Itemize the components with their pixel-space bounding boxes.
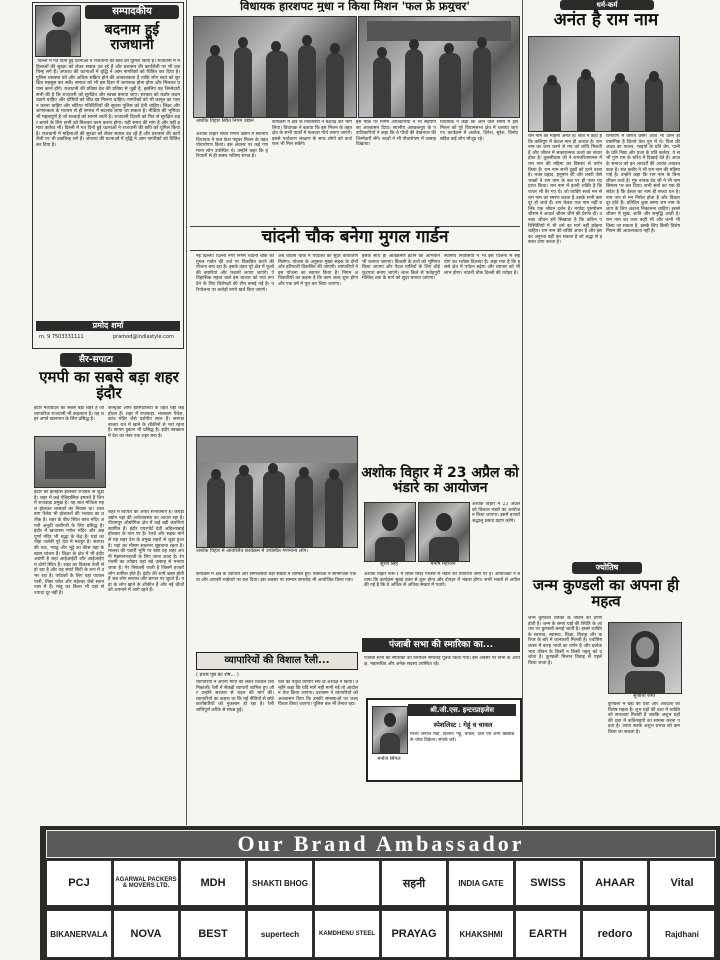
brand-logo: SWISS bbox=[515, 860, 581, 906]
center-photo-caption: अशोक विहार में आयोजित कार्यक्रम में उपस्थित गणमान्य लोग। bbox=[196, 548, 309, 554]
jyotish-col2: कुण्डली में ग्रहों की दशा और अंतर्दशा का विशेष महत्व है। शुभ ग्रहों की दशा में व्यक्ति को सफलता मिलती है जबकि अशुभ ग्रहों की दशा में कठिनाइयों का सामना करना पड़ता है। उपाय करके अशुभ प्रभाव को कम किया जा सकता है। bbox=[608, 702, 680, 735]
editorial-author: प्रमोद शर्मा bbox=[36, 321, 180, 331]
brand-logo: सहनी bbox=[381, 860, 447, 906]
ad-title: श्री.जी.एस. इन्टरप्राइजेस bbox=[408, 704, 516, 716]
city-section-tab: सैर-सपाटा bbox=[60, 353, 132, 367]
jyotish-headline: जन्म कुण्डली का अपना ही महत्व bbox=[533, 576, 679, 610]
brand-logo: MDH bbox=[180, 860, 246, 906]
center-story-col4: स्थानीय निवासियों ने भी इस योजना में सहयोग का भरोसा दिलाया है। कहा गया है कि इससे क्षेत्र में पर्यटन बढ़ेगा और व्यापार को भी लाभ होगा। चांदनी चौक दिल्ली की धरोहर है। bbox=[444, 254, 520, 276]
dharm-tab: धर्म-कर्म bbox=[560, 0, 654, 10]
bhandara-body: अशोक विहार फेस-1 में स्थित मंदिर परिसर में भंडारे की तैयारियां जोरों पर हैं। आयोजकों ने बताया कि कार्यक्रम सुबह हवन से शुरू होगा और दोपहर में भंडारा होगा। सभी भक्तों से अपील की गई है कि वे अधिक से अधिक संख्या में पधारें। bbox=[364, 572, 520, 589]
smarika-headline: पंजाबी सभा की स्मारिका का... bbox=[362, 638, 520, 652]
column-divider bbox=[522, 0, 523, 825]
jyotish-tab: ज्योतिष bbox=[572, 562, 642, 574]
editor-photo bbox=[35, 5, 81, 57]
city-body-col2: शहर में व्यापार की अपार संभावनाएं हैं। कपड़ा उद्योग यहां की अर्थव्यवस्था का आधार रहा है। पीथमपुर औद्योगिक क्षेत्र में कई बड़ी कंपनियां स्थापित हैं। इंदौर एयरपोर्ट देवी अहिल्याबाई होलकर के नाम पर है। रेलवे और सड़क मार्ग से यह शहर देश के प्रमुख शहरों से जुड़ा हुआ है। यहां का मौसम सालभर सुहावना रहता है। मालवा की पठारी भूमि पर बसा यह शहर अपनी मेहमाननवाजी के लिए जाना जाता है। रंगपंचमी का त्योहार यहां बड़े उत्साह से मनाया जाता है। गेर निकाली जाती है जिसमें हजारों लोग शामिल होते हैं। इंदौर की शामें खास होती हैं जब लोग सराफा और छप्पन पर जुटते हैं। यहां के लोग खाने के शौकीन हैं और नई चीजों को अपनाने में आगे रहते हैं। bbox=[108, 510, 184, 594]
brand-logo: PCJ bbox=[46, 860, 112, 906]
person2-photo bbox=[418, 502, 470, 562]
dharm-photo bbox=[528, 36, 680, 132]
brand-logo: KHAKSHMI bbox=[448, 910, 514, 958]
ad-subtitle: स्पेशलिस्ट : गेहूं व चावल bbox=[433, 721, 493, 729]
jyotish-col1: जन्म कुण्डली व्यक्ति के जीवन का दर्पण होती है। जन्म के समय ग्रहों की स्थिति के आधार पर कुण्डली बनाई जाती है। इससे व्यक्ति के स्वभाव, स्वास्थ्य, शिक्षा, विवाह और करियर के बारे में जानकारी मिलती है। ज्योतिष शास्त्र में बारह भावों का वर्णन है और प्रत्येक भाव जीवन के किसी न किसी पहलू को दर्शाता है। कुण्डली मिलान विवाह से पहले किया जाता है। bbox=[528, 616, 602, 666]
top-story-col1: अशोक विहार स्थित निगम उद्यान में स्थानीय विधायक ने फल फ्रेश फ्यूचर मिशन के तहत पौधारोपण किया। इस अवसर पर कई गणमान्य लोग उपस्थित थे। उन्होंने कहा कि हरियाली से ही स्वस्थ भविष्य संभव है। bbox=[196, 132, 268, 160]
brand-logo: SHAKTI BHOG bbox=[247, 860, 313, 906]
editorial-box bbox=[32, 2, 184, 349]
jyotish-author-photo bbox=[608, 622, 682, 694]
bhandara-headline: अशोक विहार में 23 अप्रैल को भंडारे का आयोजन bbox=[361, 465, 519, 496]
brand-strip-title: Our Brand Ambassador bbox=[46, 830, 716, 858]
city-intro: इंदौर मध्यप्रदेश का सबसे बड़ा शहर है जो व्यापारिक राजधानी भी कहलाता है। यह शहर अपने खानपान के लिए प्रसिद्ध है। bbox=[34, 406, 104, 423]
editorial-body: ‌ दिल्ली में गत दिनों हुई घटनाओं ने राजधानी की छवि को धूमिल किया है। राजधानी में महिलाओं की सुरक्षा को लेकर सवाल उठ रहे हैं और प्रशासन की कार्यशैली पर भी प्रश्नचिन्ह लगे हैं। अपराध की घटनाओं में वृद्धि ने आम नागरिकों को चिंतित कर दिया है। पुलिस व्यवस्था को और अधिक सक्रिय होने की आवश्यकता है ताकि लोग स्वयं को सुरक्षित महसूस कर सकें। समाज को भी इस दिशा में जागरूक होना होगा और मिलकर प्रयास करने होंगे। राजधानी की प्रतिष्ठा देश की प्रतिष्ठा से जुड़ी है, इसलिए यह जिम्मेदारी सभी की है कि राजधानी को सुरक्षित और स्वच्छ बनाया जाए। सरकार को कठोर कदम उठाने चाहिए और दोषियों को शीघ्र दंड मिलना चाहिए। नागरिकों को भी कानून का पालन करना चाहिए और संदिग्ध गतिविधियों की सूचना पुलिस को देनी चाहिए। शिक्षा और जागरूकता के माध्यम से ही समाज में बदलाव लाया जा सकता है। मीडिया की भूमिका भी महत्वपूर्ण है जो सच्चाई को सामने लाती है। राजधानी दिल्ली को फिर से सुरक्षित शहर बनाने के लिए सभी को मिलकर काम करना होगा। यही समय की मांग है और यही हमारा कर्तव्य भी। दिल्ली में गत दिनों हुई घटनाओं ने राजधानी की छवि को धूमिल किया है। राजधानी में महिलाओं की सुरक्षा को लेकर सवाल उठ रहे हैं और प्रशासन की कार्यशैली पर भी प्रश्नचिन्ह लगे हैं। अपराध की घटनाओं में वृद्धि ने आम नागरिकों को चिंतित कर दिया है। bbox=[36, 59, 180, 148]
top-photo-caption: अशोक विहार स्थित निगम उद्यान bbox=[196, 118, 254, 124]
city-body-right: कॉन्ट्रेक्ट ऑफ हॉस्पिटलिटी के तहत यहां कई होटल हैं। शहर में राजवाड़ा, लालबाग पैलेस, कांच मंदिर जैसे दर्शनीय स्थल हैं। सराफा बाजार रात में खाने के शौकीनों से भरा रहता है। छप्पन दुकान भी प्रसिद्ध है। इंदौर स्वच्छता में देश का नंबर एक शहर बना है। bbox=[108, 406, 184, 439]
city-headline: एमपी का सबसे बड़ा शहर इंदौर bbox=[39, 368, 179, 402]
dharm-col2: रामायण में वर्णित प्रसंग आज भी उतने ही प्रासंगिक हैं जितने त्रेता युग में थे। पिता की आज्ञा का पालन, भाइयों के प्रति प्रेम, पत्नी के प्रति निष्ठा और प्रजा के प्रति कर्तव्य, ये सभी गुण राम के चरित्र में दिखाई देते हैं। आज के समाज को इन आदर्शों की अत्यंत आवश्यकता है। संत कबीर ने भी राम नाम की महिमा गाई है। उन्होंने कहा कि राम नाम के बिना जीवन व्यर्थ है। गुरु नानक देव जी ने भी नाम सिमरन पर बल दिया। सभी संतों का एक ही संदेश है कि ईश्वर का नाम ही सच्चा धन है। नाम जप से मन निर्मल होता है और विकार दूर होते हैं। प्रतिदिन कुछ समय राम नाम के जाप के लिए अवश्य निकालना चाहिए। इससे जीवन में सुख, शांति और समृद्धि आती है। राम नाम का जाप कहीं भी और कभी भी किया जा सकता है, इसके लिए किसी विशेष नियम की आवश्यकता नहीं है। bbox=[606, 134, 680, 235]
city-body-col1: इंदौर का इतिहास होलकर राजवंश से जुड़ा है। शहर में कई ऐतिहासिक इमारतें हैं जिनमें राजवाड़ा प्रमुख है। यह सात मंजिला महल होलकर शासकों का निवास था। लालबाग पैलेस भी होलकरों की भव्यता का प्रतीक है। शहर के बीच स्थित कांच मंदिर अपनी अनूठी कारीगरी के लिए प्रसिद्ध है। इंदौर में खजराना गणेश मंदिर और अन्नपूर्णा मंदिर भी श्रद्धा के केंद्र हैं। यहां का पोहा जलेबी पूरे देश में मशहूर है। सराफा की चाट, गराडू और भुट्टे का कीस यहां के खास व्यंजन हैं। शिक्षा के क्षेत्र में भी इंदौर अग्रणी है जहां आईआईटी और आईआईएम दोनों स्थित हैं। शहर का विकास तेजी से हो रहा है और यह स्मार्ट सिटी के रूप में उभर रहा है। पर्यटकों के लिए यहां पातालपानी, तिंछा फॉल और महेश्वर जैसे स्थान पास में हैं। मांडू का किला भी यहां से ज्यादा दूर नहीं है। bbox=[34, 490, 104, 596]
top-photo-left bbox=[193, 16, 357, 118]
ad-person-name: मनोज सिंगल bbox=[377, 756, 401, 762]
rally-col1: व्यापारियों ने अपनी मांगों को लेकर विशाल रैली निकाली। रैली में सैकड़ों व्यापारी शामिल हुए और उन्होंने सरकार से राहत की मांग की। व्यापारियों का कहना था कि नई नीतियों से छोटे कारोबारियों को नुकसान हो रहा है। रैली शांतिपूर्ण तरीके से संपन्न हुई। bbox=[196, 680, 274, 713]
person1-photo bbox=[364, 502, 416, 562]
brand-logo: BIKANERVALA bbox=[46, 910, 112, 958]
rajwada-photo bbox=[34, 436, 106, 488]
jyotish-author: सुजाता शर्मा bbox=[633, 693, 655, 699]
center-lower-body: कार्यक्रम में क्षेत्र के व्यापारी और समाजसेवी बड़ी संख्या में शामिल हुए। वक्ताओं ने सामाजिक एकता और आपसी भाईचारे पर बल दिया। इस अवसर पर सम्मान समारोह भी आयोजित किया गया। bbox=[196, 572, 356, 583]
smarika-ad bbox=[366, 698, 522, 782]
brand-logo: AGARWAL PACKERS & MOVERS LTD. bbox=[113, 860, 179, 906]
editorial-section-tab: सम्पादकीय bbox=[85, 5, 179, 19]
dharm-col1: राम नाम की महिमा अनंत है। संतों ने कहा है कि कलियुग में केवल नाम ही आधार है। राम नाम का जाप करने से मन को शांति मिलती है और जीवन में सकारात्मक ऊर्जा का संचार होता है। तुलसीदास जी ने रामचरितमानस में राम नाम की महिमा का विस्तार से वर्णन किया है। राम नाम सभी दुखों को हरने वाला है। भक्त प्रह्लाद, हनुमान जी और शबरी जैसे भक्तों ने राम नाम के बल पर ही परम पद प्राप्त किया। राम नाम में इतनी शक्ति है कि पत्थर भी तैर गए थे। जो व्यक्ति सच्चे मन से राम नाम का स्मरण करता है उसके सभी कष्ट दूर हो जाते हैं। राम केवल एक नाम नहीं बल्कि एक जीवन दर्शन है। मर्यादा पुरुषोत्तम श्रीराम ने आदर्श जीवन जीने की प्रेरणा दी। उनका जीवन हमें सिखाता है कि कठिन परिस्थितियों में भी धर्म का मार्ग नहीं छोड़ना चाहिए। राम नाम की शक्ति अपार है और इसका अनुभव वही कर सकता है जो श्रद्धा से इसका जाप करता है। bbox=[528, 134, 602, 246]
brand-logo: redoro bbox=[582, 910, 648, 958]
ad-person-photo bbox=[372, 706, 408, 754]
top-headline: विधायक हारशपट मुधा न किया मिशन 'फल फ्रे फ्रयुचर' bbox=[240, 0, 470, 13]
brand-logo: BEST bbox=[180, 910, 246, 958]
bhandara-side-body: अशोक विहार में 23 अप्रैल को विशाल भंडारे का आयोजन किया जाएगा। इसमें हजारों श्रद्धालु प्रसाद ग्रहण करेंगे। bbox=[472, 502, 520, 524]
rally-col2: रैली का नेतृत्व व्यापार संघ के अध्यक्ष ने किया। उन्होंने कहा कि यदि मांगें नहीं मानी गईं तो आंदोलन तेज किया जाएगा। प्रशासन ने व्यापारियों को आश्वासन दिया कि उनकी समस्याओं पर जल्द विचार किया जाएगा। पुलिस बल भी तैनात रहा। bbox=[278, 680, 358, 708]
person1-name: सुरेश सिंह bbox=[380, 561, 398, 567]
center-headline: चांदनी चौक बनेगा मुगल गार्डन bbox=[261, 227, 449, 247]
top-story-col2: कार्यक्रम में क्षेत्र के निवासियों ने बढ़चढ़ कर भाग लिया। विधायक ने बताया कि इस मिशन के तहत क्षेत्र के सभी पार्कों में फलदार पौधे लगाए जाएंगे। इससे पर्यावरण संरक्षण के साथ लोगों को ताजे फल भी मिल सकेंगे। bbox=[272, 120, 352, 148]
column-divider bbox=[186, 0, 187, 825]
editorial-contact: m. 9 7503331111 bbox=[39, 334, 84, 340]
rally-headline: व्यापारियों की विशाल रैली... bbox=[224, 655, 330, 666]
brand-logo: supertech bbox=[247, 910, 313, 958]
center-story-col2: अब चांदनी चौक में पर्यटकों को सुंदर वातावरण मिलेगा। योजना के अनुसार मुख्य सड़क के दोनों ओर हरियाली विकसित की जाएगी। व्यापारियों ने इस योजना का स्वागत किया है। निगम अधिकारियों का कहना है कि काम जल्द शुरू होगा और एक वर्ष में पूरा कर लिया जाएगा। bbox=[278, 254, 358, 287]
brand-logo: EARTH bbox=[515, 910, 581, 958]
top-story-col4: विधायक ने कहा कि आने वाले समय में इस मिशन को पूरे विधानसभा क्षेत्र में चलाया जाएगा। कार्यक्रम में अशोक, दिनेश, सुरेश, विनोद सहित कई लोग मौजूद रहे। bbox=[440, 120, 518, 142]
rally-headline-box bbox=[196, 652, 358, 670]
brand-logo: INDIA GATE bbox=[448, 860, 514, 906]
brand-logo: KAMDHENU STEEL bbox=[314, 910, 380, 958]
dharm-headline: अनंत है राम नाम bbox=[553, 10, 659, 30]
ad-address: नरेला अनाज मंडी, दिल्ली। गेहूं, चावल, दालें एवं अन्य खाद्यान्न के थोक विक्रेता। संपर्क करें। bbox=[410, 732, 514, 743]
brand-logo: Rajdhani bbox=[649, 910, 715, 958]
rally-sub: ( प्रथम पृष्ठ का शेष... ) bbox=[196, 672, 239, 678]
top-story-col3: इस मौके पर निगम अधिकारियों ने भी सहयोग का आश्वासन दिया। स्थानीय आरडब्ल्यूए के पदाधिकारियों ने कहा कि वे पौधों की देखभाल की जिम्मेदारी लेंगे। बच्चों ने भी पौधारोपण में उत्साह दिखाया। bbox=[356, 120, 436, 148]
top-photo-right bbox=[358, 16, 520, 118]
brand-logo: Vital bbox=[649, 860, 715, 906]
brand-logo: NOVA bbox=[113, 910, 179, 958]
editorial-email: pramod@indiastyle.com bbox=[113, 334, 174, 340]
brand-logo bbox=[314, 860, 380, 906]
center-story-col3: इसके साथ ही अतिक्रमण हटाने का अभियान भी चलाया जाएगा। बिजली के तारों को भूमिगत किया जाएगा और पैदल यात्रियों के लिए चौड़े फुटपाथ बनाए जाएंगे। लाल किले से फतेहपुरी मस्जिद तक के मार्ग को सुंदर बनाया जाएगा। bbox=[362, 254, 440, 282]
brand-logo: PRAYAG bbox=[381, 910, 447, 958]
center-event-photo bbox=[196, 436, 358, 548]
editorial-title: बदनाम हुई राजधानी bbox=[104, 22, 160, 53]
smarika-body: पंजाबी सभा की स्मारिका का विमोचन समारोह पूर्वक किया गया। इस अवसर पर सभा के अध्यक्ष, महासचिव और अनेक सदस्य उपस्थित रहे। bbox=[364, 656, 520, 667]
brand-logo: AHAAR bbox=[582, 860, 648, 906]
person2-name: मनीष महाजन bbox=[430, 561, 456, 567]
center-story-col1: नई दिल्ली। दिल्ली नगर निगम चांदनी चौक को मुगल गार्डन की तर्ज पर विकसित करने की योजना बना रहा है। इसके तहत पूरे क्षेत्र में फूलों की क्यारियां और फव्वारे लगाए जाएंगे। ऐतिहासिक महत्व वाले इस बाजार को नया रूप देने के लिए विशेषज्ञों की टीम बनाई गई है। परियोजना पर करोड़ों रुपये खर्च किए जाएंगे। bbox=[196, 254, 274, 293]
